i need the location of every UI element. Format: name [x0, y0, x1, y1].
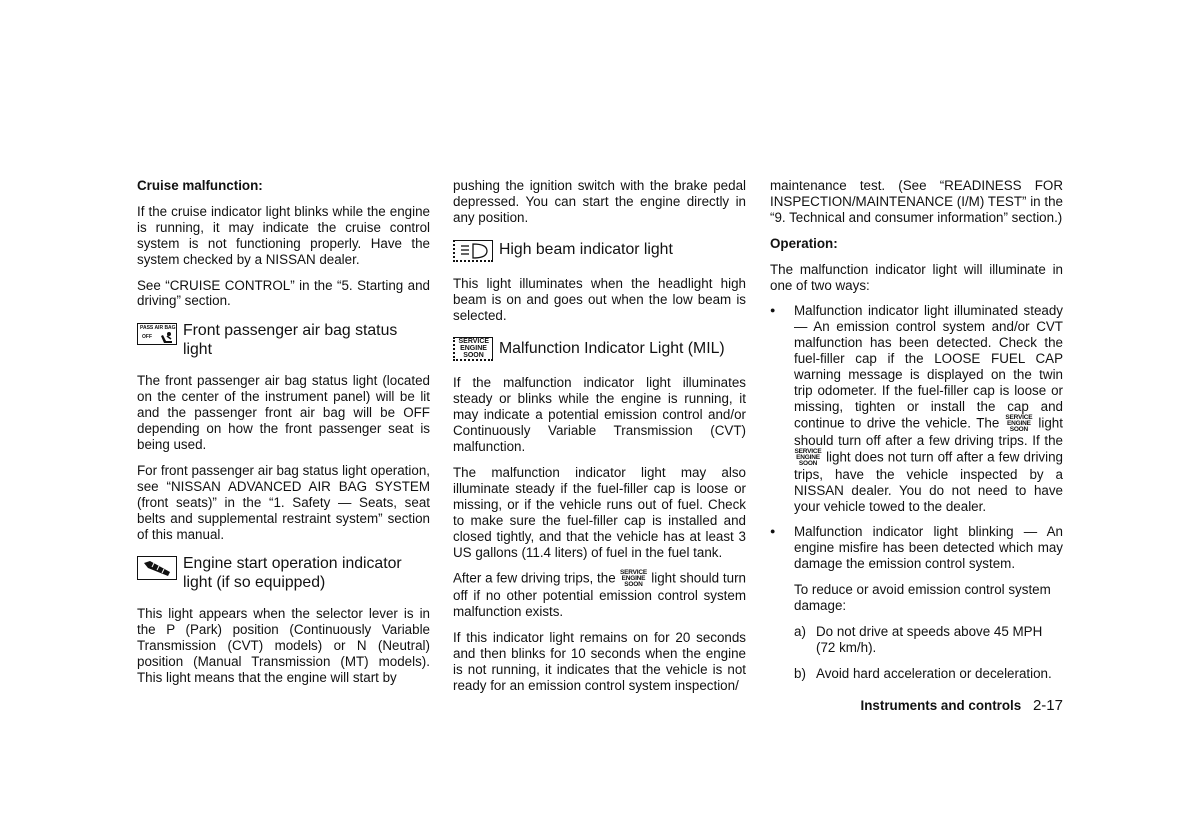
airbag-icon-label-top: PASS AIR BAG: [140, 325, 176, 332]
seat-person-icon: [160, 332, 174, 344]
mil-continued: maintenance test. (See “READINESS FOR INSPECTION/MAINTENANCE (I/M) TEST” in the “9. Technical and consumer information” section.): [770, 178, 1063, 225]
list-label-b: b): [794, 665, 806, 681]
operation-paragraph: The malfunction indicator light will illuminate in one of two ways:: [770, 261, 1063, 293]
foot-on-pedal-icon: [140, 558, 174, 578]
airbag-status-title: Front passenger air bag status light: [183, 322, 398, 359]
bullet-1-text-b: light should turn off after a few driving trips. If the: [794, 415, 1063, 448]
airbag-status-icon: [137, 323, 177, 345]
bullet-1-text-c: light does not turn off after a few driving trips, have the vehicle inspected by a NISSAN dealer. You do not need to have your vehicle towed to the dealer.: [794, 449, 1063, 514]
operation-heading: Operation:: [770, 235, 838, 251]
mil-title: Malfunction Indicator Light (MIL): [499, 339, 725, 357]
high-beam-title: High beam indicator light: [499, 241, 673, 259]
mil-paragraph-3-start: After a few driving trips, the: [453, 570, 616, 586]
engine-start-icon: [137, 556, 177, 580]
bullet-marker: ●: [770, 526, 776, 537]
engine-start-continued: pushing the ignition switch with the brake pedal depressed. You can start the engine directly in any position.: [453, 178, 746, 225]
service-engine-soon-icon: [453, 337, 493, 361]
high-beam-paragraph: This light illuminates when the headlight high beam is on and goes out when the low beam is selected.: [453, 275, 746, 323]
bullet-2-text: Malfunction indicator light blinking — An engine misfire has been detected which may damage the emission control system.: [794, 524, 1063, 572]
list-item: [770, 303, 1063, 514]
bullet-1-text-a: Malfunction indicator light illuminated steady — An emission control system and/or CVT malfunction has been detected. Check the fuel-filler cap if the LOOSE FUEL CAP warning message is displayed on the twin trip odometer. If the fuel-filler cap is loose or missing, tighten or install the cap and continue to drive the vehicle. The: [794, 303, 1063, 431]
cruise-malfunction-heading: Cruise malfunction:: [137, 178, 263, 193]
airbag-icon-label-off: OFF: [142, 334, 152, 341]
reduce-damage-paragraph: To reduce or avoid emission control system damage:: [794, 582, 1051, 614]
service-engine-soon-label: SERVICE ENGINE SOON: [458, 338, 490, 360]
high-beam-heading: [453, 238, 746, 262]
column-3: [770, 178, 1063, 692]
page-footer: [770, 697, 1063, 714]
mil-paragraph-3-end: light should turn off if no other potential emission control system malfunction exists.: [453, 570, 746, 620]
mil-paragraph-3: [453, 570, 746, 620]
bullet-marker: ●: [770, 305, 776, 316]
cruise-control-reference: See “CRUISE CONTROL” in the “5. Starting and driving” section.: [137, 277, 430, 309]
mil-paragraph-4: If this indicator light remains on for 20 seconds and then blinks for 10 seconds when the engine is not running, it indicates that the vehicle is not ready for an emission control system inspection/: [453, 630, 746, 693]
list-item: [794, 624, 1063, 656]
list-text-a: Do not drive at speeds above 45 MPH (72 km/h).: [816, 623, 1043, 655]
cruise-malfunction-paragraph: If the cruise indicator light blinks while the engine is running, it may indicate the cruise control system is not functioning properly. Have the system checked by a NISSAN dealer.: [137, 203, 430, 267]
engine-start-heading: [137, 554, 430, 592]
headlight-icon: [460, 243, 490, 259]
mil-paragraph-2: The malfunction indicator light may also illuminate steady if the fuel-filler cap is loose or missing, or if the vehicle runs out of fuel. Check to make sure the fuel-filler cap is installed and closed tightly, and that the vehicle has at least 3 US gallons (11.4 liters) of fuel in the fuel tank.: [453, 464, 746, 560]
column-1: [137, 178, 430, 696]
service-engine-soon-inline-icon: SERVICE ENGINE SOON: [619, 569, 647, 589]
engine-start-paragraph: This light appears when the selector lever is in the P (Park) position (Continuously Variable Transmission (CVT) models) or N (Neutral) position (Manual Transmission (MT) models). This light means that the engine will start by: [137, 606, 430, 686]
footer-section-title: Instruments and controls: [860, 698, 1022, 713]
service-engine-soon-inline-icon: SERVICE ENGINE SOON: [1005, 413, 1033, 433]
list-item: [770, 524, 1063, 572]
airbag-status-paragraph-1: The front passenger air bag status light (located on the center of the instrument panel) will be lit and the passenger front air bag will be OFF depending on how the front passenger seat is being used.: [137, 373, 430, 452]
engine-start-title: Engine start operation indicator light (if so equipped): [183, 555, 402, 592]
mil-heading: [453, 335, 746, 361]
list-item: [794, 666, 1063, 682]
airbag-status-paragraph-2: For front passenger air bag status light operation, see “NISSAN ADVANCED AIR BAG SYSTEM (front seats)” in the “1. Safety — Seats, seat belts and supplemental restraint system” section of this manual.: [137, 462, 430, 542]
high-beam-icon: [453, 240, 493, 262]
list-label-a: a): [794, 623, 806, 639]
column-2: [453, 178, 746, 704]
page-number: 2-17: [1032, 697, 1063, 714]
service-engine-soon-inline-icon: SERVICE ENGINE SOON: [794, 447, 822, 467]
mil-paragraph-1: If the malfunction indicator light illuminates steady or blinks while the engine is running, it may indicate a potential emission control and/or Continuously Variable Transmission (CVT) malfunction.: [453, 375, 746, 455]
bullet-1-text: [794, 303, 1063, 514]
airbag-status-heading: [137, 321, 430, 359]
list-text-b: Avoid hard acceleration or deceleration.: [816, 665, 1052, 681]
